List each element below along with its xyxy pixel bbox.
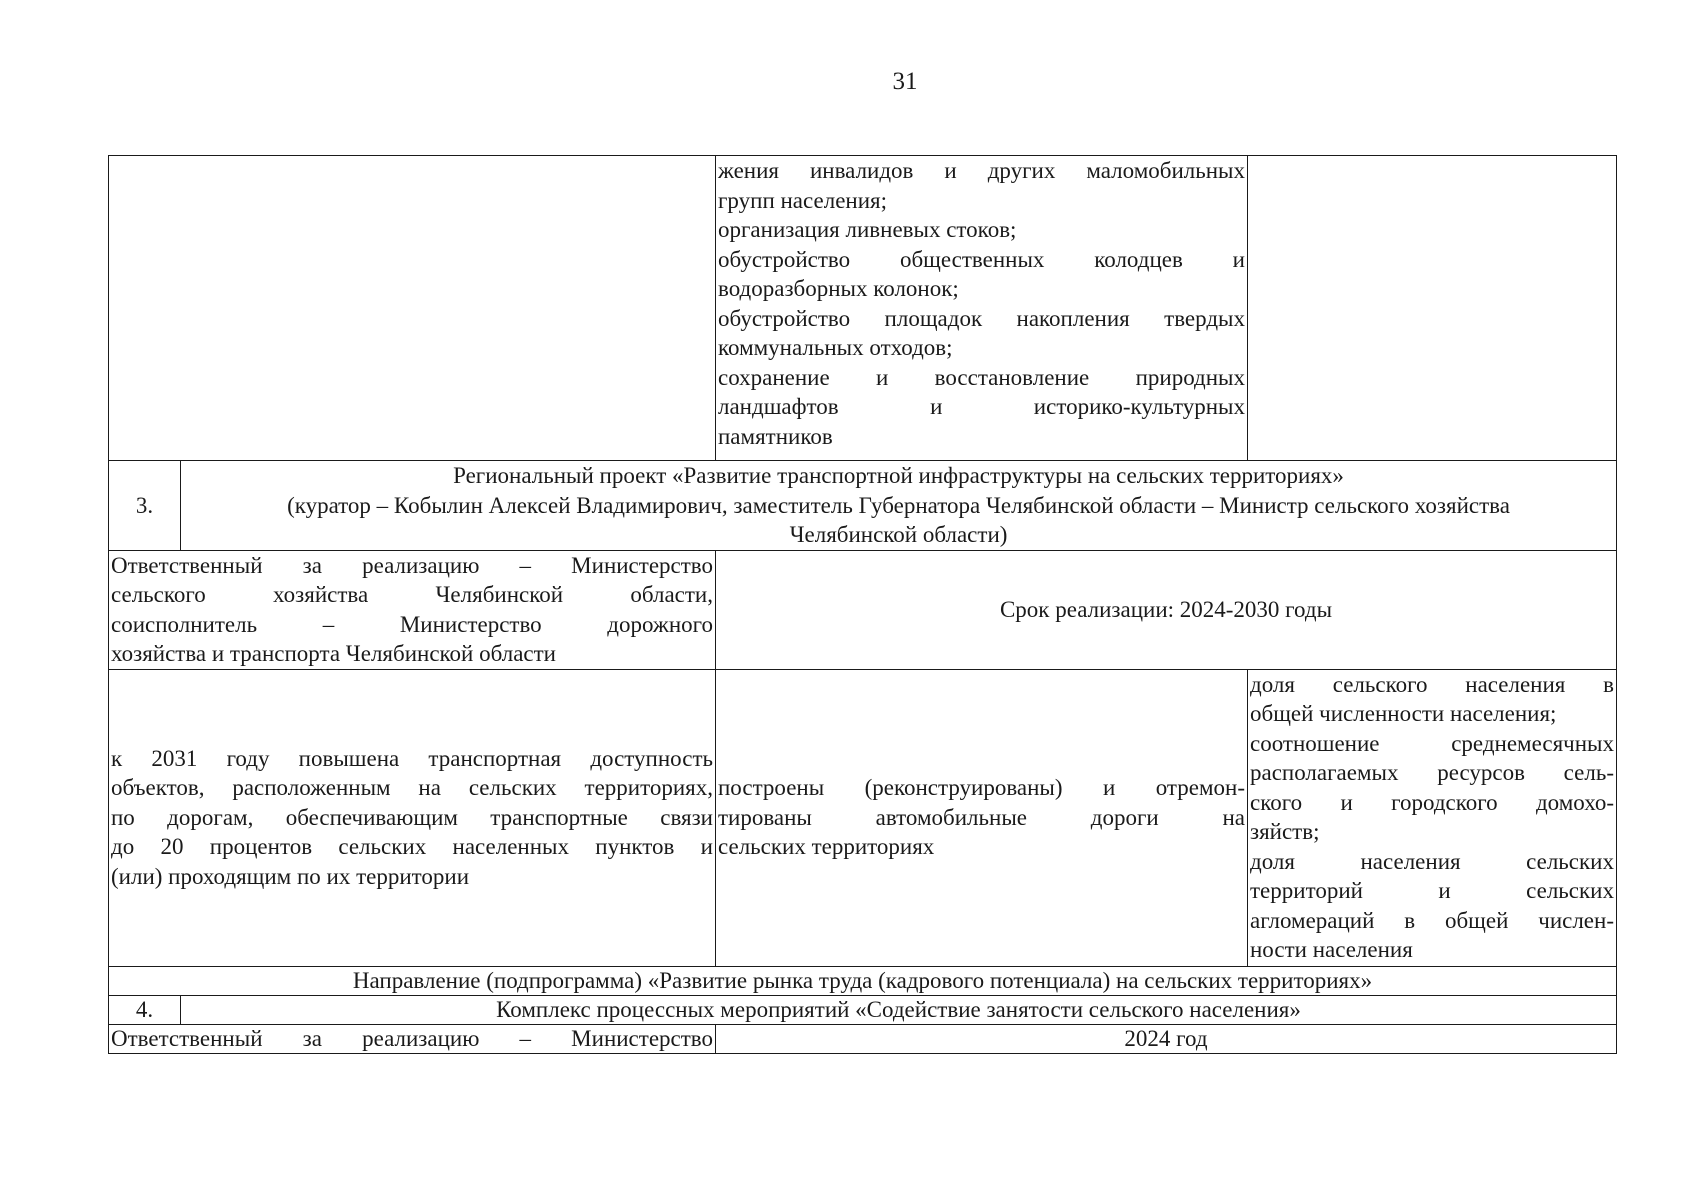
empty-goal-cell <box>109 156 716 461</box>
term-cell: Срок реализации: 2024-2030 годы <box>716 550 1617 669</box>
text-line: агломераций в общей числен- <box>1250 907 1614 933</box>
text-line: общей численности населения; <box>1250 701 1557 726</box>
text-line: объектов, расположенным на сельских территориях, <box>111 775 713 801</box>
text-line: памятников <box>718 423 833 449</box>
row-number: 4. <box>109 995 181 1024</box>
program-table <box>108 155 1617 1054</box>
text-line: обустройство общественных колодцев и <box>718 246 1245 272</box>
responsible-cell <box>109 550 716 669</box>
text-line: сельского хозяйства Челябинской области, <box>111 582 713 607</box>
task-cell <box>716 669 1248 966</box>
text-line: сохранение и восстановление природных <box>718 364 1245 390</box>
text-line: обустройство площадок накопления твердых <box>718 305 1245 331</box>
table-row-project <box>109 461 1617 551</box>
text-line: жения инвалидов и других маломобильных <box>718 158 1245 183</box>
text-line: водоразборных колонок; <box>718 276 959 301</box>
project-curator-line: Челябинской области) <box>789 522 1008 547</box>
text-line: сельских территориях <box>718 834 935 860</box>
table-row-continuation <box>109 156 1617 461</box>
direction-title: Направление (подпрограмма) «Развитие рынка труда (кадрового потенциала) на сельских территориях» <box>109 966 1617 995</box>
complex-title: Комплекс процессных мероприятий «Содействие занятости сельского населения» <box>181 995 1617 1024</box>
text-line: организация ливневых стоков; <box>718 217 1017 242</box>
table-row-responsible <box>109 550 1617 669</box>
text-line: построены (реконструированы) и отремон- <box>718 775 1245 801</box>
text-line: ности населения <box>1250 937 1413 962</box>
text-line: до 20 процентов сельских населенных пунктов и <box>111 834 713 860</box>
goal-cell <box>109 669 716 966</box>
text-line: тированы автомобильные дороги на <box>718 804 1245 830</box>
page-number: 31 <box>892 68 918 95</box>
empty-indicator-cell <box>1248 156 1617 461</box>
text-line: хозяйства и транспорта Челябинской области <box>111 641 556 666</box>
project-title-cell <box>181 461 1617 551</box>
text-line: доля населения сельских <box>1250 848 1614 874</box>
text-line: соотношение среднемесячных <box>1250 730 1614 756</box>
text-line: территорий и сельских <box>1250 878 1614 903</box>
table-row-responsible-2 <box>109 1024 1617 1053</box>
table-row-direction <box>109 966 1617 995</box>
text-line: соисполнитель – Министерство дорожного <box>111 611 713 637</box>
responsible-cell: Ответственный за реализацию – Министерство <box>109 1024 716 1053</box>
tasks-continuation-cell <box>716 156 1248 461</box>
text-line: групп населения; <box>718 187 887 213</box>
text-line: ландшафтов и историко-культурных <box>718 394 1245 419</box>
text-line: располагаемых ресурсов сель- <box>1250 760 1614 785</box>
text-line: коммунальных отходов; <box>718 335 953 360</box>
text-line: к 2031 году повышена транспортная доступность <box>111 745 713 771</box>
text-line: доля сельского населения в <box>1250 671 1614 697</box>
text-line: зяйств; <box>1250 819 1320 844</box>
indicators-cell <box>1248 669 1617 966</box>
text-line: ского и городского домохо- <box>1250 789 1614 815</box>
text-line: по дорогам, обеспечивающим транспортные связи <box>111 804 713 830</box>
text-line: (или) проходящим по их территории <box>111 863 470 889</box>
table-row-results <box>109 669 1617 966</box>
term-cell: 2024 год <box>716 1024 1617 1053</box>
row-number: 3. <box>109 461 181 551</box>
project-title-line: Региональный проект «Развитие транспортной инфраструктуры на сельских территориях» <box>453 463 1344 488</box>
project-curator-line: (куратор – Кобылин Алексей Владимирович, заместитель Губернатора Челябинской области – Министр сельского хозяйства <box>287 492 1510 518</box>
text-line: Ответственный за реализацию – Министерство <box>111 552 713 578</box>
table-row-complex <box>109 995 1617 1024</box>
